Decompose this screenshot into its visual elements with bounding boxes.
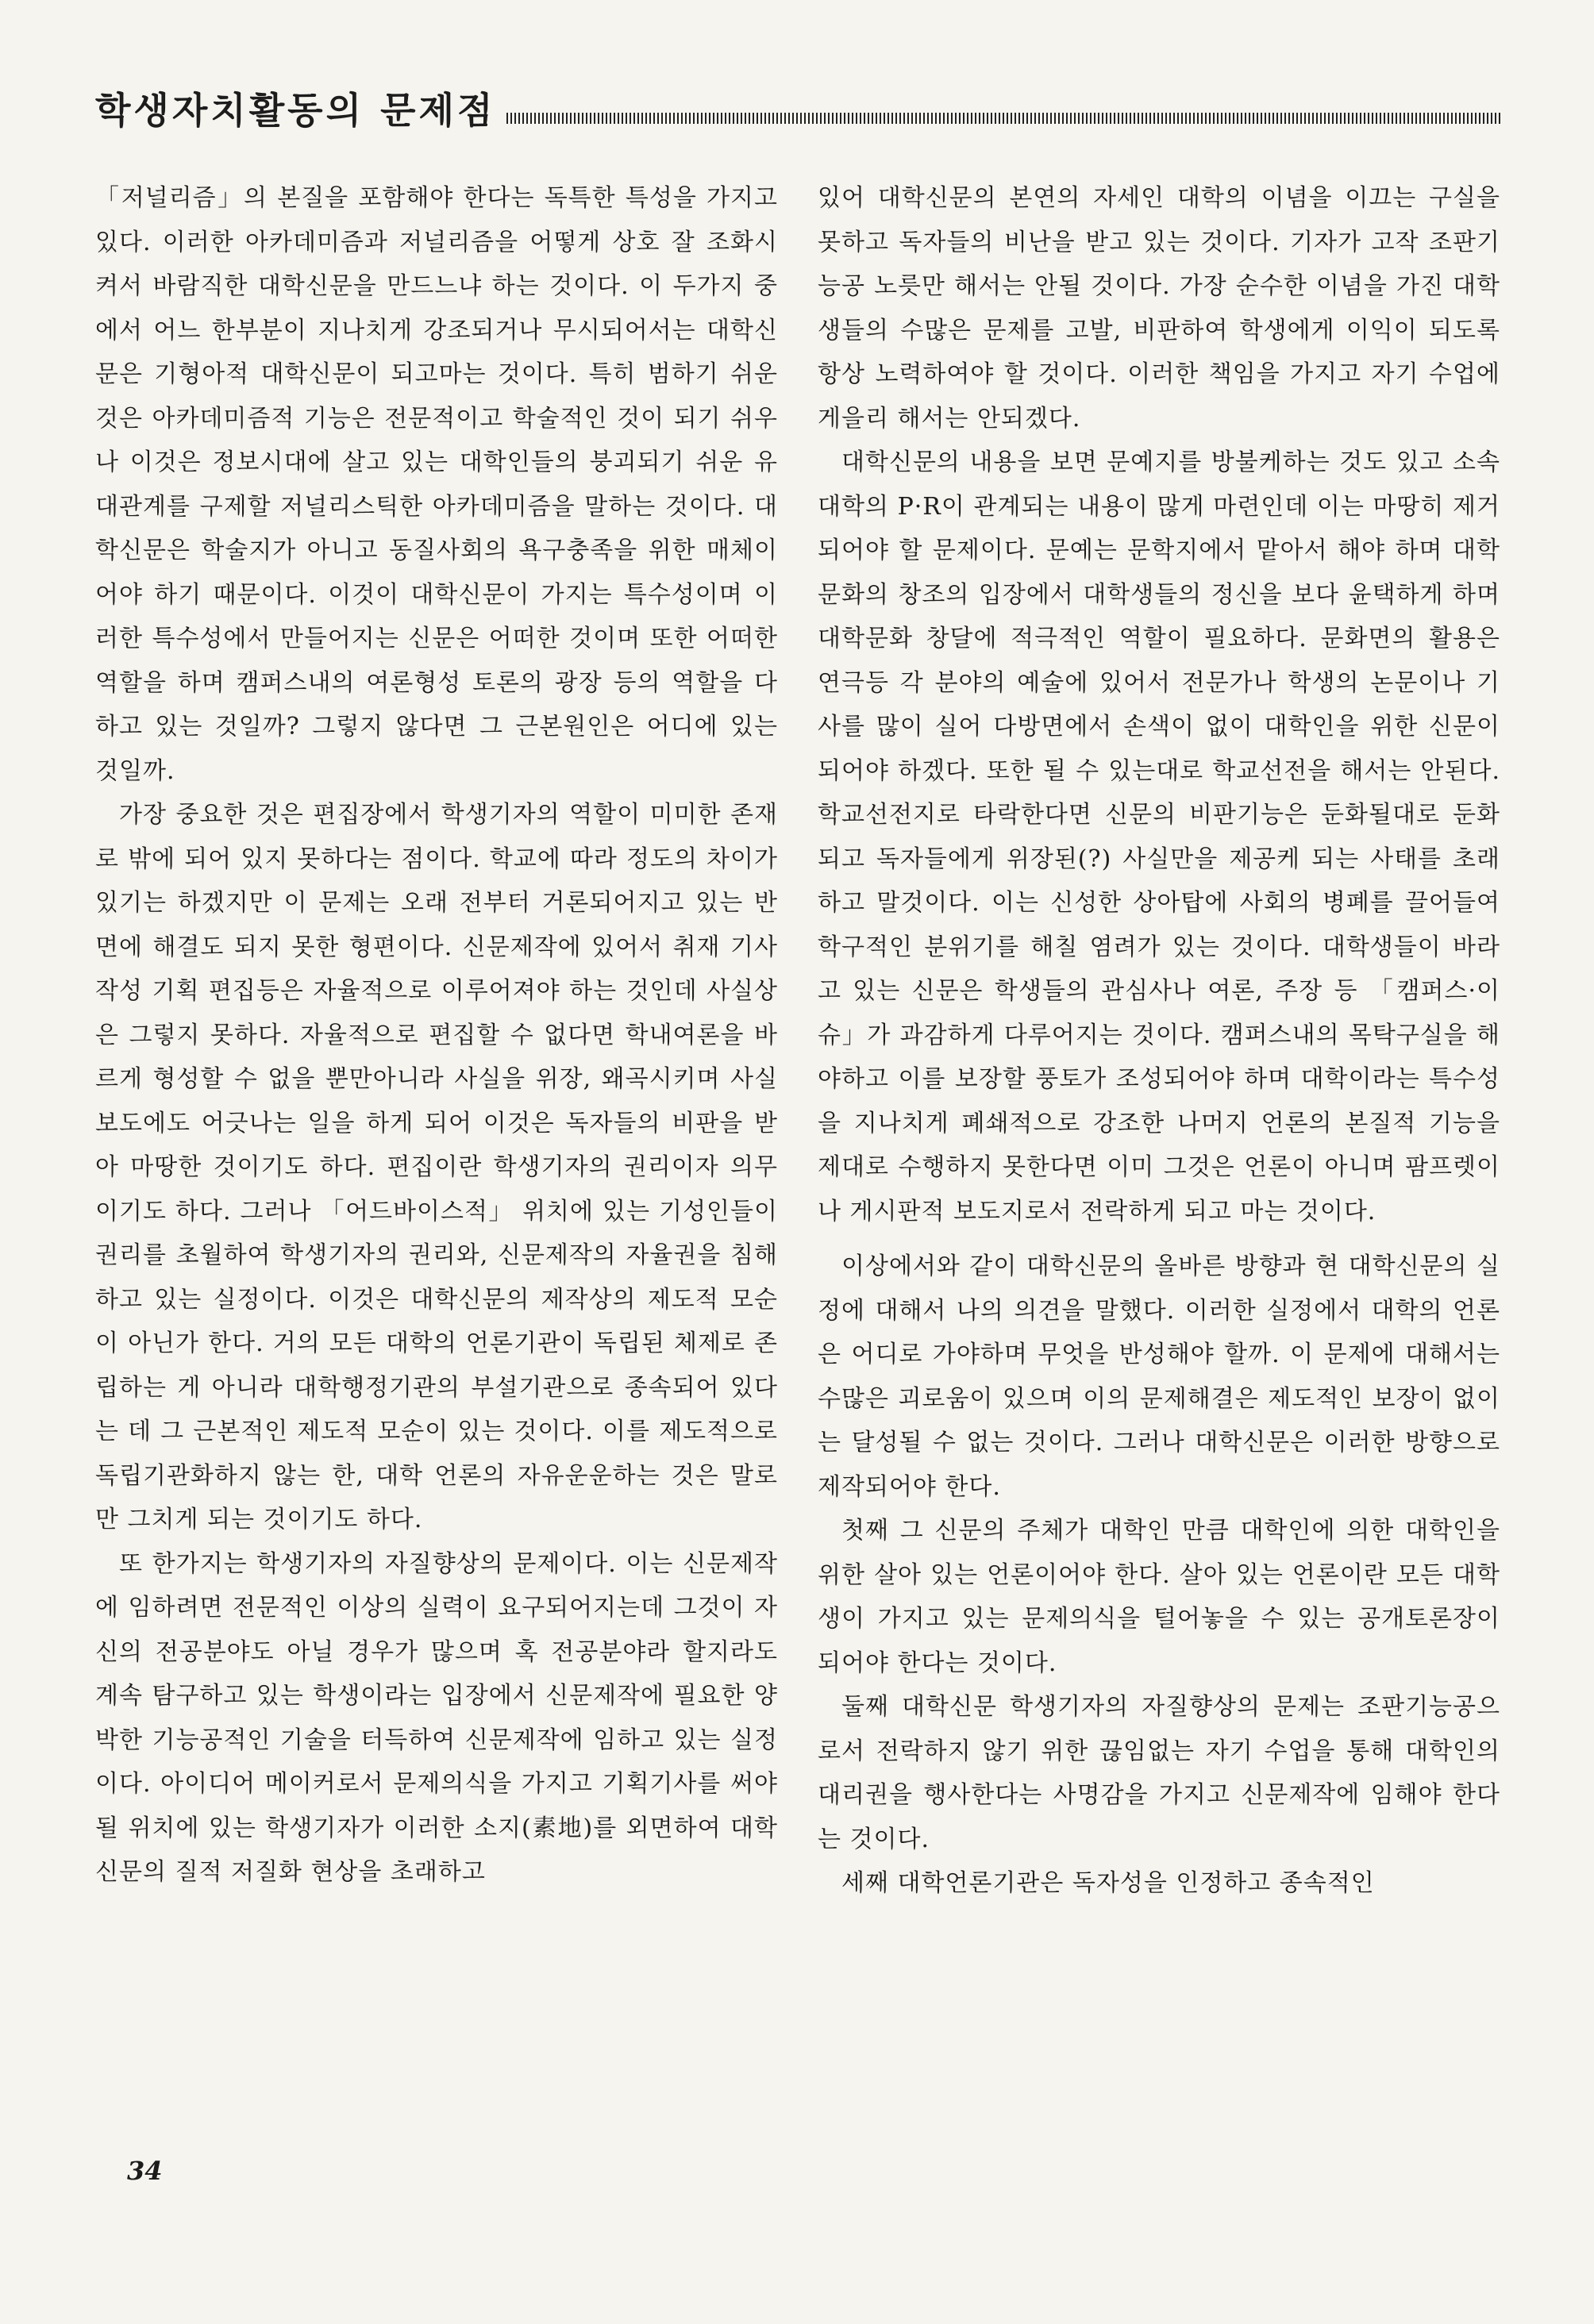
- paragraph: 있어 대학신문의 본연의 자세인 대학의 이념을 이끄는 구실을 못하고 독자들의 비난을 받고 있는 것이다. 기자가 고작 조판기능공 노릇만 해서는 안될 것이다. 가장 순수한 이념을 가진 대학생들의 수많은 문제를 고발, 비판하여 학생에게 이익이 되도록 항상 노력하여야 할 것이다. 이러한 책임을 가지고 자기 수업에 게을리 해서는 안되겠다.: [818, 184, 1500, 433]
- paragraph: 세째 대학언론기관은 독자성을 인정하고 종속적인: [841, 1869, 1375, 1897]
- article-title: 학생자치활동의 문제점: [95, 89, 496, 132]
- paragraph: 또 한가지는 학생기자의 자질향상의 문제이다. 이는 신문제작에 임하려면 전문적인 이상의 실력이 요구되어지는데 그것이 자신의 전공분야도 아닐 경우가 많으며 혹 전공분야라 할지라도 계속 탐구하고 있는 학생이라는 입장에서 신문제작에 필요한 양박한 기능공적인 기술을 터득하여 신문제작에 임하고 있는 실정이다. 아이디어 메이커로서 문제의식을 가지고 기획기사를 써야될 위치에 있는 학생기자가 이러한 소지(素地)를 외면하여 대학신문의 질적 저질화 현상을 초래하고: [95, 1549, 778, 1886]
- paragraph: 대학신문의 내용을 보면 문예지를 방불케하는 것도 있고 소속대학의 P·R이 관계되는 내용이 많게 마련인데 이는 마땅히 제거되어야 할 문제이다. 문예는 문학지에서 맡아서 해야 하며 대학문화의 창조의 입장에서 대학생들의 정신을 보다 윤택하게 하며 대학문화 창달에 적극적인 역할이 필요하다. 문화면의 활용은 연극등 각 분야의 예술에 있어서 전문가나 학생의 논문이나 기사를 많이 실어 다방면에서 손색이 없이 대학인을 위한 신문이 되어야 하겠다. 또한 될 수 있는대로 학교선전을 해서는 안된다. 학교선전지로 타락한다면 신문의 비판기능은 둔화될대로 둔화되고 독자들에게 위장된(?) 사실만을 제공케 되는 사태를 초래하고 말것이다. 이는 신성한 상아탑에 사회의 병폐를 끌어들여 학구적인 분위기를 해칠 염려가 있는 것이다. 대학생들이 바라고 있는 신문은 학생들의 관심사나 여론, 주장 등 「캠퍼스·이슈」가 과감하게 다루어지는 것이다. 캠퍼스내의 목탁구실을 해야하고 이를 보장할 풍토가 조성되어야 하며 대학이라는 특수성을 지나치게 폐쇄적으로 강조한 나머지 언론의 본질적 기능을 제대로 수행하지 못한다면 이미 그것은 언론이 아니며 팜프렛이나 게시판적 보도지로서 전락하게 되고 마는 것이다.: [818, 448, 1500, 1225]
- paragraph: 둘째 대학신문 학생기자의 자질향상의 문제는 조판기능공으로서 전락하지 않기 위한 끊임없는 자기 수업을 통해 대학인의 대리권을 행사한다는 사명감을 가지고 신문제작에 임해야 한다는 것이다.: [818, 1693, 1500, 1853]
- page-header: [95, 73, 1500, 132]
- paragraph: 가장 중요한 것은 편집장에서 학생기자의 역할이 미미한 존재로 밖에 되어 있지 못하다는 점이다. 학교에 따라 정도의 차이가 있기는 하겠지만 이 문제는 오래 전부터 거론되어지고 있는 반면에 해결도 되지 못한 형편이다. 신문제작에 있어서 취재 기사작성 기획 편집등은 자율적으로 이루어져야 하는 것인데 사실상은 그렇지 못하다. 자율적으로 편집할 수 없다면 학내여론을 바르게 형성할 수 없을 뿐만아니라 사실을 위장, 왜곡시키며 사실보도에도 어긋나는 일을 하게 되어 이것은 독자들의 비판을 받아 마땅한 것이기도 하다. 편집이란 학생기자의 권리이자 의무이기도 하다. 그러나 「어드바이스적」 위치에 있는 기성인들이 권리를 초월하여 학생기자의 권리와, 신문제작의 자율권을 침해하고 있는 실정이다. 이것은 대학신문의 제작상의 제도적 모순이 아닌가 한다. 거의 모든 대학의 언론기관이 독립된 체제로 존립하는 게 아니라 대학행정기관의 부설기관으로 종속되어 있다는 데 그 근본적인 제도적 모순이 있는 것이다. 이를 제도적으로 독립기관화하지 않는 한, 대학 언론의 자유운운하는 것은 말로만 그치게 되는 것이기도 하다.: [95, 801, 778, 1533]
- paragraph: 이상에서와 같이 대학신문의 올바른 방향과 현 대학신문의 실정에 대해서 나의 의견을 말했다. 이러한 실정에서 대학의 언론은 어디로 가야하며 무엇을 반성해야 할까. 이 문제에 대해서는 수많은 괴로움이 있으며 이의 문제해결은 제도적인 보장이 없이는 달성될 수 없는 것이다. 그러나 대학신문은 이러한 방향으로 제작되어야 한다.: [818, 1252, 1500, 1501]
- paragraph: 첫째 그 신문의 주체가 대학인 만큼 대학인에 의한 대학인을 위한 살아 있는 언론이어야 한다. 살아 있는 언론이란 모든 대학생이 가지고 있는 문제의식을 털어놓을 수 있는 공개토론장이 되어야 한다는 것이다.: [818, 1517, 1500, 1677]
- left-column: [95, 176, 778, 1895]
- dotted-header-rule: [506, 113, 1500, 124]
- paragraph: 「저널리즘」의 본질을 포함해야 한다는 독특한 특성을 가지고 있다. 이러한 아카데미즘과 저널리즘을 어떻게 상호 잘 조화시켜서 바람직한 대학신문을 만드느냐 하는 것이다. 이 두가지 중에서 어느 한부분이 지나치게 강조되거나 무시되어서는 대학신문은 기형아적 대학신문이 되고마는 것이다. 특히 범하기 쉬운 것은 아카데미즘적 기능은 전문적이고 학술적인 것이 되기 쉬우나 이것은 정보시대에 살고 있는 대학인들의 붕괴되기 쉬운 유대관계를 구제할 저널리스틱한 아카데미즘을 말하는 것이다. 대학신문은 학술지가 아니고 동질사회의 욕구충족을 위한 매체이어야 하기 때문이다. 이것이 대학신문이 가지는 특수성이며 이러한 특수성에서 만들어지는 신문은 어떠한 것이며 또한 어떠한 역할을 하며 캠퍼스내의 여론형성 토론의 광장 등의 역할을 다하고 있는 것일까? 그렇지 않다면 그 근본원인은 어디에 있는 것일까.: [95, 184, 778, 785]
- right-column: [818, 176, 1500, 1906]
- page-number: 34: [127, 2156, 163, 2186]
